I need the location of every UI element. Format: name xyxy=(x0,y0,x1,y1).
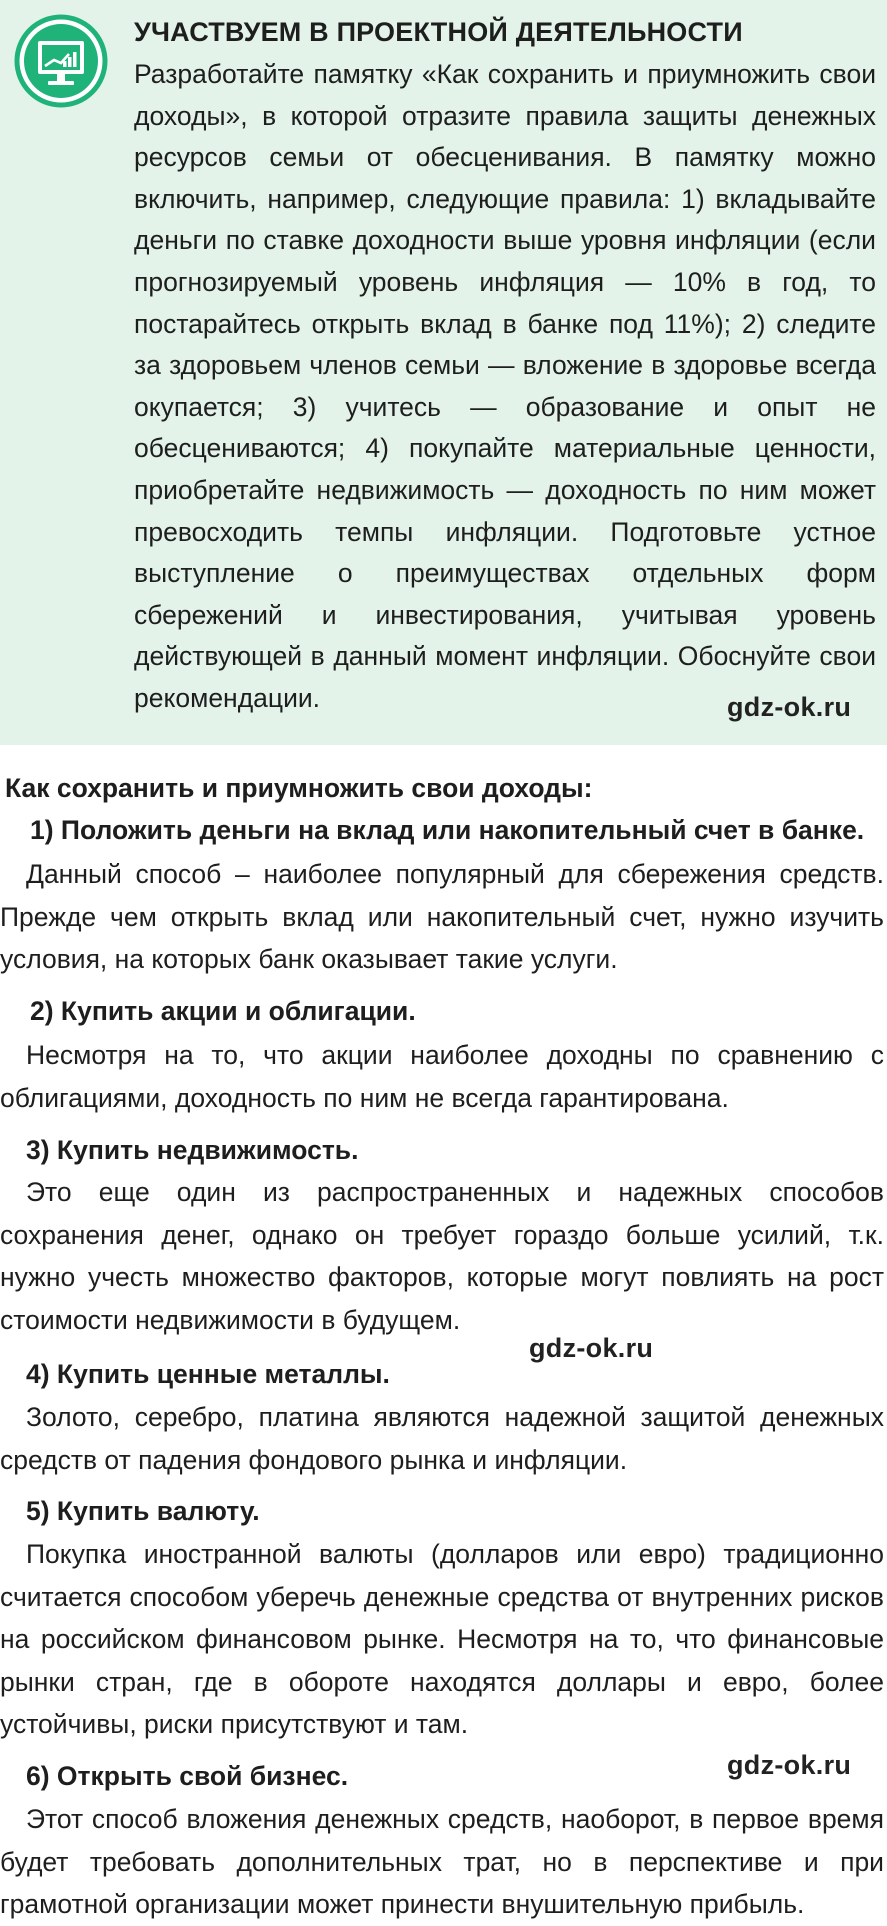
item-heading: 2) Купить акции и облигации. xyxy=(30,996,416,1026)
item-text: Покупка иностранной валюты (долларов или евро) традиционно считается способом уберечь денежные средства от внутренних рисков на российском финансовом рынке. Несмотря на то, что финансовые рынки стран, где в обороте находятся доллары и евро, более устойчивы, риски присутствуют и там. xyxy=(0,1539,884,1739)
item-text: Данный способ – наиболее популярный для сбережения средств. Прежде чем открыть вклад или накопительный счет, нужно изучить условия, на которых банк оказывает такие услуги. xyxy=(0,859,884,974)
item-text: Золото, серебро, платина являются надежной защитой денежных средств от падения фондового рынка и инфляции. xyxy=(0,1402,884,1475)
answer-title: Как сохранить и приумножить свои доходы: xyxy=(5,773,593,803)
item-heading: 6) Открыть свой бизнес. xyxy=(26,1761,349,1791)
item-text: Это еще один из распространенных и надежных способов сохранения денег, однако он требует гораздо больше усилий, т.к. нужно учесть множество факторов, которые могут повлиять на рост стоимости недвижимости в будущем. xyxy=(0,1177,884,1335)
task-text: Разработайте памятку «Как сохранить и приумножить свои доходы», в которой отразите правила защиты денежных ресурсов семьи от обесценивания. В памятку можно включить, например, следующие правила: 1) вкладывайте деньги по ставке доходности выше уровня инфляции (если прогнозируемый уровень инфляция — 10% в год, то постарайтесь открыть вклад в банке под 11%); 2) следите за здоровьем членов семьи — вложение в здоровье всегда окупается; 3) учитесь — образование и опыт не обесцениваются; 4) покупайте материальные ценности, приобретайте недвижимость — доходность по ним может превосходить темпы инфляции. Подготовьте устное выступление о преимуществах отдельных форм сбережений и инвестирования, учитывая уровень действующей в данный момент инфляции. Обоснуйте свои рекомендации. xyxy=(134,59,876,713)
item-heading: 1) Положить деньги на вклад или накопительный счет в банке. xyxy=(30,815,865,845)
item-text: Несмотря на то, что акции наиболее доходны по сравнению с облигациями, доходность по ним не всегда гарантирована. xyxy=(0,1040,884,1113)
project-task-box xyxy=(0,0,887,745)
item-heading: 4) Купить ценные металлы. xyxy=(26,1359,390,1389)
watermark: gdz-ok.ru xyxy=(529,1333,654,1363)
presentation-chart-icon xyxy=(14,14,108,108)
item-heading: 3) Купить недвижимость. xyxy=(26,1135,359,1165)
watermark: gdz-ok.ru xyxy=(727,1750,852,1780)
task-title: УЧАСТВУЕМ В ПРОЕКТНОЙ ДЕЯТЕЛЬНОСТИ xyxy=(134,17,743,47)
watermark: gdz-ok.ru xyxy=(727,692,852,722)
item-heading: 5) Купить валюту. xyxy=(26,1496,260,1526)
item-text: Этот способ вложения денежных средств, наоборот, в первое время будет требовать дополнительных трат, но в перспективе и при грамотной организации может принести внушительную прибыль. xyxy=(0,1804,884,1919)
